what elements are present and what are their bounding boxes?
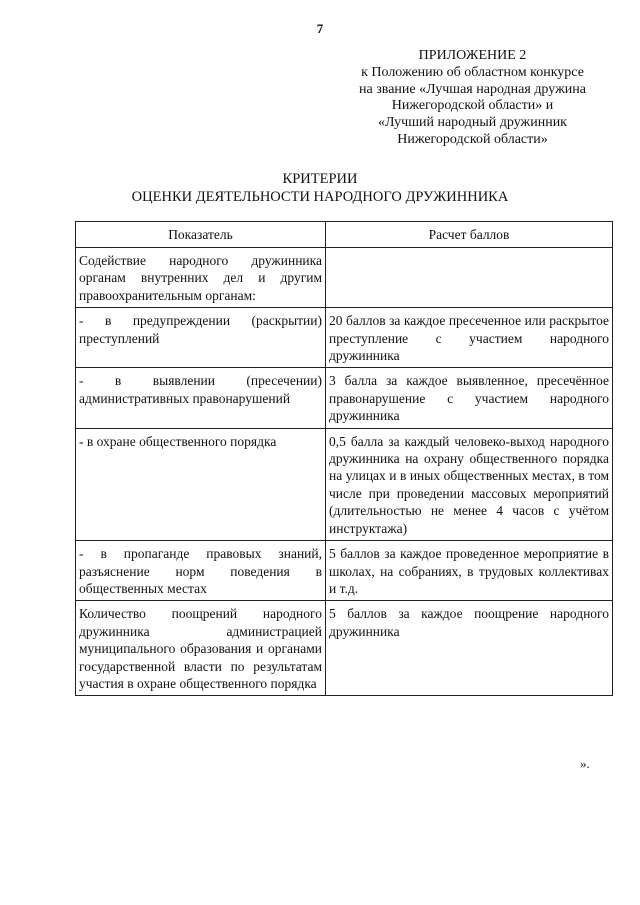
indicator-cell: - в предупреждении (раскрытии) преступлений xyxy=(76,308,326,368)
table-row xyxy=(76,308,613,368)
score-cell: 5 баллов за каждое поощрение народного дружинника xyxy=(326,601,613,696)
score-cell: 5 баллов за каждое проведенное мероприятие в школах, на собраниях, в трудовых коллективах и т.д. xyxy=(326,541,613,601)
title-line-2: ОЦЕНКИ ДЕЯТЕЛЬНОСТИ НАРОДНОГО ДРУЖИННИКА xyxy=(131,189,509,205)
appendix-header xyxy=(300,48,640,149)
score-cell: 3 балла за каждое выявленное, пресечённое правонарушение с участием народного дружинника xyxy=(326,368,613,428)
appendix-line: ПРИЛОЖЕНИЕ 2 xyxy=(418,48,527,63)
header-score: Расчет баллов xyxy=(326,222,613,248)
table-row xyxy=(76,541,613,601)
appendix-line: Нижегородской области» и xyxy=(391,98,554,114)
indicator-cell: Количество поощрений народного дружинника администрацией муниципального образования и органами государственной власти по результатам участия в охране общественного порядка xyxy=(76,601,326,696)
indicator-cell: - в пропаганде правовых знаний, разъяснение норм поведения в общественных местах xyxy=(76,541,326,601)
table-row xyxy=(76,428,613,540)
appendix-line: на звание «Лучшая народная дружина xyxy=(359,81,586,97)
table-row xyxy=(76,248,613,308)
score-cell: 20 баллов за каждое пресеченное или раскрытое преступление с участием народного дружинника xyxy=(326,308,613,368)
appendix-line: «Лучший народный дружинник xyxy=(378,115,567,131)
header-indicator: Показатель xyxy=(76,222,326,248)
indicator-cell: - в выявлении (пресечении) административных правонарушений xyxy=(76,368,326,428)
score-cell: 0,5 балла за каждый человеко-выход народного дружинника на охрану общественного порядка на улицах и в иных общественных местах, в том числе при проведении массовых мероприятий (длительностью не менее 4 часов с учётом инструктажа) xyxy=(326,428,613,540)
page-number: 7 xyxy=(316,21,324,36)
title-line-1: КРИТЕРИИ xyxy=(282,171,358,187)
indicator-cell: Содействие народного дружинника органам внутренних дел и другим правоохранительным органам: xyxy=(76,248,326,308)
document-title xyxy=(0,170,640,206)
table-row xyxy=(76,368,613,428)
criteria-table xyxy=(75,221,613,696)
appendix-line: Нижегородской области» xyxy=(397,131,548,147)
appendix-line: к Положению об областном конкурсе xyxy=(361,64,584,80)
score-cell xyxy=(326,248,613,308)
closing-quote-mark: ». xyxy=(580,756,590,771)
table-header-row xyxy=(76,222,613,248)
table-row xyxy=(76,601,613,696)
indicator-cell: - в охране общественного порядка xyxy=(76,428,326,540)
